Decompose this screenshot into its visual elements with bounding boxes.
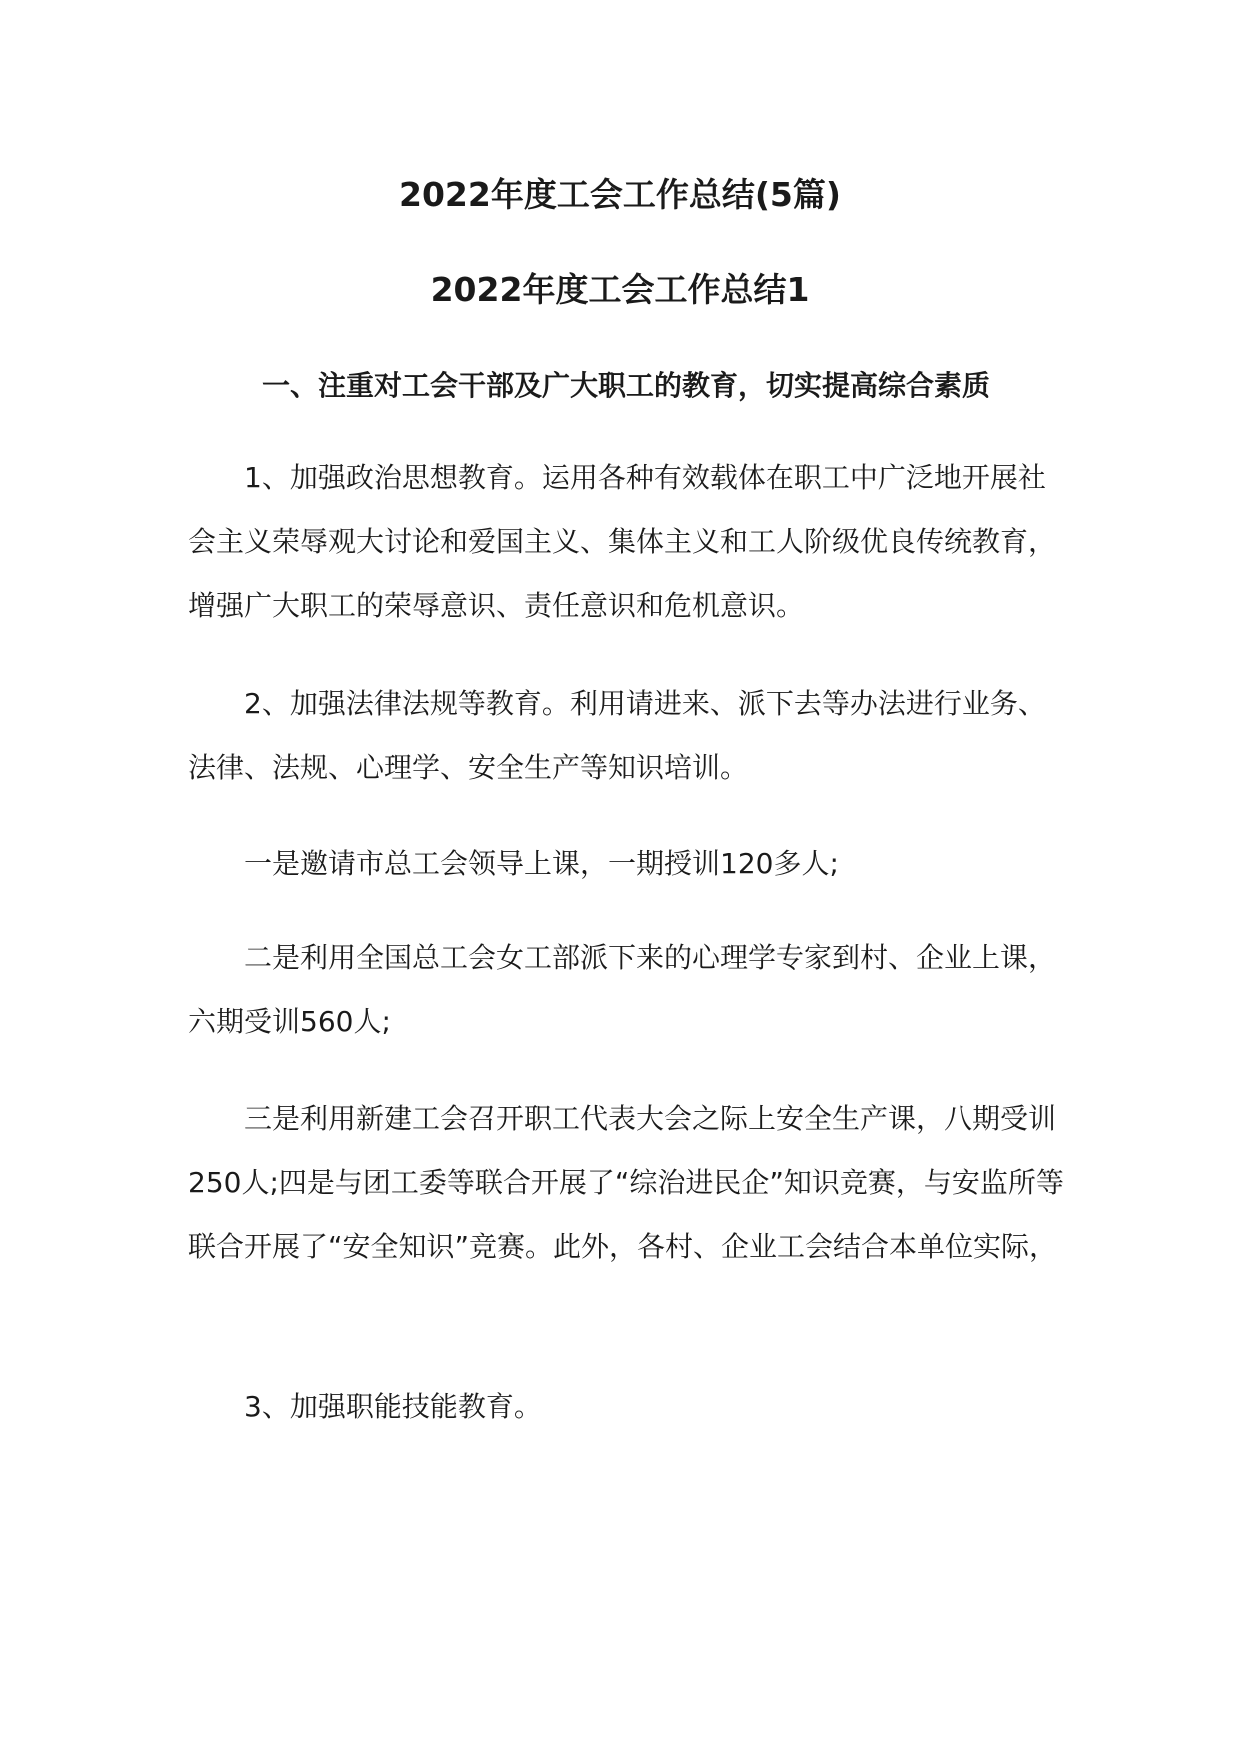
paragraph-item-two: 二是利用全国总工会女工部派下来的心理学专家到村、企业上课，六期受训560人; bbox=[188, 941, 1057, 1038]
paragraph-item-one: 一是邀请市总工会领导上课，一期授训120多人; bbox=[244, 847, 839, 880]
paragraph-item-three: 三是利用新建工会召开职工代表大会之际上安全生产课，八期受训250人;四是与团工委等联合开展了“综治进民企”知识竞赛，与安监所等联合开展了“安全知识”竞赛。此外，各村、企业工会结合本单位实际， bbox=[188, 1102, 1064, 1263]
document-title: 2022年度工会工作总结(5篇) bbox=[399, 175, 841, 214]
section-heading: 一、注重对工会干部及广大职工的教育，切实提高综合素质 bbox=[261, 369, 990, 402]
paragraph-legal-education: 2、加强法律法规等教育。利用请进来、派下去等办法进行业务、法律、法规、心理学、安全生产等知识培训。 bbox=[188, 687, 1046, 784]
paragraph-skills-education: 3、加强职能技能教育。 bbox=[244, 1390, 542, 1423]
document-subtitle: 2022年度工会工作总结1 bbox=[430, 270, 810, 309]
paragraph-political-education: 1、加强政治思想教育。运用各种有效载体在职工中广泛地开展社会主义荣辱观大讨论和爱国主义、集体主义和工人阶级优良传统教育，增强广大职工的荣辱意识、责任意识和危机意识。 bbox=[188, 461, 1057, 622]
